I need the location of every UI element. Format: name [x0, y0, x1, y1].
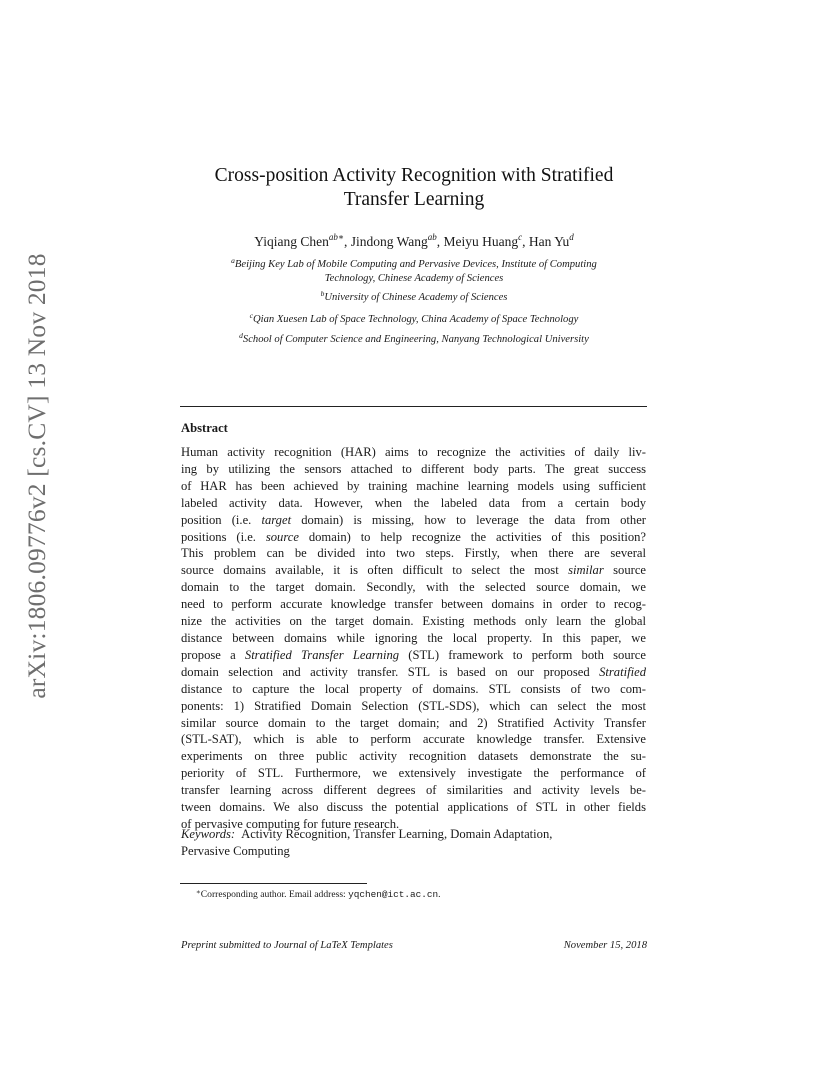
abstract-text: source — [603, 563, 646, 578]
abstract-line — [181, 579, 646, 596]
author-name: Jindong Wang — [350, 234, 428, 249]
author-name: Yiqiang Chen — [254, 234, 329, 249]
abstract-line — [181, 512, 646, 529]
abstract-text: Human activity recognition (HAR) aims to recognize the activities of daily liv- — [181, 445, 646, 459]
abstract-line — [181, 495, 646, 512]
abstract-line — [181, 715, 646, 732]
affil-mark: a — [231, 256, 235, 265]
abstract-line — [181, 782, 646, 799]
affil-text-cont: Technology, Chinese Academy of Sciences — [324, 273, 504, 284]
affiliation-b — [180, 291, 648, 305]
date-note: November 15, 2018 — [563, 940, 647, 951]
footnote-end: . — [438, 889, 441, 900]
title-line-2: Transfer Learning — [343, 189, 485, 210]
affil-mark: c — [249, 311, 253, 320]
abstract-text: domain) is missing, how to leverage the data from other — [291, 512, 646, 527]
abstract-text: This problem can be divided into two steps. Firstly, when there are several — [181, 546, 646, 561]
paper-title — [180, 164, 648, 212]
abstract-text: (STL) framework to perform both source — [399, 647, 646, 662]
abstract-line — [181, 478, 646, 495]
abstract-text: of pervasive computing for future research. — [181, 816, 400, 831]
author-separator: , — [343, 234, 351, 249]
abstract-text: nize the activities on the target domain. Existing methods only learn the global — [181, 614, 646, 629]
abstract-line — [181, 444, 646, 461]
abstract-emphasis: similar — [568, 563, 604, 578]
abstract-text: similar source domain to the target domain; and 2) Stratified Activity Transfer — [181, 715, 646, 730]
title-line-1: Cross-position Activity Recognition with Stratified — [214, 165, 614, 186]
abstract-text: distance between domains while ignoring the local property. In this paper, we — [181, 630, 646, 645]
author-affil-mark: ab∗ — [328, 232, 344, 242]
abstract-text: experiments on three public activity recognition datasets demonstrate the su- — [181, 749, 646, 764]
abstract-line — [181, 461, 646, 478]
abstract-text: ponents: 1) Stratified Domain Selection (STL-SDS), which can select the most — [181, 698, 646, 713]
footnote — [196, 888, 441, 901]
abstract-emphasis: target — [261, 512, 292, 527]
abstract-line — [181, 647, 646, 664]
abstract-line — [181, 545, 646, 562]
abstract-text: need to perform accurate knowledge transfer between domains in order to recog- — [181, 597, 646, 612]
author-affil-mark: ab — [427, 232, 437, 242]
abstract-emphasis: Stratified Transfer Learning — [244, 647, 400, 662]
abstract-text: transfer learning across different degrees of similarities and activity levels be- — [181, 783, 646, 798]
abstract-text: of HAR has been achieved by training machine learning models using sufficient — [181, 478, 646, 493]
author-name: Han Yu — [528, 234, 570, 249]
abstract-text: domain to the target domain. Secondly, with the selected source domain, we — [181, 580, 646, 595]
affil-text: School of Computer Science and Engineering, Nanyang Technological University — [242, 334, 589, 345]
affil-text: University of Chinese Academy of Sciences — [324, 292, 508, 303]
footnote-text: Corresponding author. Email address: — [200, 889, 349, 900]
abstract-text: periority of STL. Furthermore, we extensively investigate the performance of — [181, 766, 646, 781]
abstract-text: propose a — [181, 647, 245, 662]
abstract-line — [181, 799, 646, 816]
author-name: Meiyu Huang — [443, 234, 519, 249]
abstract-text: position (i.e. — [181, 512, 262, 527]
abstract-text: distance to capture the local property of domains. STL consists of two com- — [181, 681, 646, 696]
abstract-line — [181, 731, 646, 748]
abstract-line — [181, 562, 646, 579]
abstract-emphasis: Stratified — [599, 664, 646, 679]
abstract-divider — [180, 406, 647, 407]
affil-mark: b — [320, 289, 325, 298]
author-affil-mark: c — [518, 232, 523, 242]
affil-text: Beijing Key Lab of Mobile Computing and Pervasive Devices, Institute of Computing — [234, 259, 597, 270]
affiliation-c — [180, 313, 648, 327]
abstract-line — [181, 681, 646, 698]
abstract-text: positions (i.e. — [181, 529, 266, 544]
affiliation-d — [180, 333, 648, 347]
abstract-body — [181, 444, 646, 833]
affiliation-a — [180, 258, 648, 286]
arxiv-stamp: arXiv:1806.09776v2 [cs.CV] 13 Nov 2018 — [22, 253, 51, 699]
abstract-line — [181, 765, 646, 782]
preprint-note: Preprint submitted to Journal of LaTeX Templates — [181, 940, 393, 951]
abstract-heading: Abstract — [181, 421, 228, 435]
abstract-text: labeled activity data. However, when the labeled data from a certain body — [181, 495, 646, 510]
corresponding-email[interactable]: yqchen@ict.ac.cn — [348, 889, 439, 900]
abstract-line — [181, 664, 646, 681]
footnote-mark: ∗ — [196, 888, 201, 896]
abstract-line — [181, 748, 646, 765]
abstract-line — [181, 613, 646, 630]
abstract-text: tween domains. We also discuss the potential applications of STL in other fields — [181, 800, 646, 815]
author-list — [180, 233, 648, 251]
affil-text: Qian Xuesen Lab of Space Technology, China Academy of Space Technology — [253, 314, 579, 325]
keywords-text: Activity Recognition, Transfer Learning, Domain Adaptation, — [241, 827, 553, 841]
abstract-line — [181, 596, 646, 613]
keywords — [181, 826, 646, 860]
author-affil-mark: d — [569, 232, 574, 242]
abstract-text: domain selection and activity transfer. STL is based on our proposed — [181, 664, 600, 679]
footnote-divider — [180, 883, 367, 884]
abstract-line — [181, 630, 646, 647]
abstract-line — [181, 698, 646, 715]
abstract-text: source domains available, it is often difficult to select the most — [181, 563, 569, 578]
abstract-emphasis: source — [265, 529, 299, 544]
affil-mark: d — [239, 331, 243, 340]
keywords-text-cont: Pervasive Computing — [181, 844, 290, 858]
abstract-text: (STL-SAT), which is able to perform accurate knowledge transfer. Extensive — [181, 732, 646, 747]
abstract-text: domain) to help recognize the activities of this position? — [298, 529, 646, 544]
abstract-text: ing by utilizing the sensors attached to different body parts. The great success — [181, 461, 646, 476]
author-separator: , — [522, 234, 529, 249]
keywords-label: Keywords: — [181, 827, 236, 841]
author-separator: , — [436, 234, 444, 249]
abstract-line — [181, 529, 646, 546]
